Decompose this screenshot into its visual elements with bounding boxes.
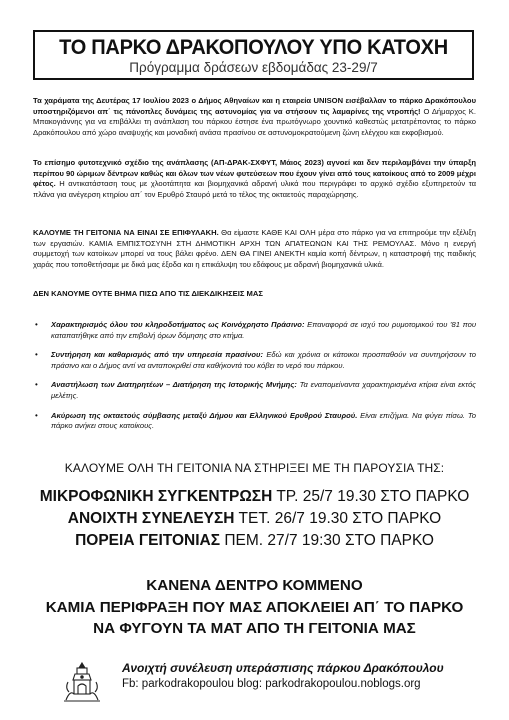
demands-heading: [33, 289, 476, 300]
assembly-name: Ανοιχτή συνέλευση υπεράσπισης πάρκου Δρακόπουλου: [122, 661, 444, 675]
paragraph-call-alert: [33, 228, 476, 270]
footer-text: [122, 660, 492, 693]
slogans: [33, 575, 476, 640]
event-name: ΑΝΟΙΧΤΗ ΣΥΝΕΛΕΥΣΗ: [67, 510, 235, 527]
demand-lead: Συντήρηση και καθαρισμός από την υπηρεσία πρασίνου:: [51, 350, 264, 360]
slogan-no-tree-cut: ΚΑΝΕΝΑ ΔΕΝΤΡΟ ΚΟΜΜΕΝΟ: [146, 577, 363, 594]
demand-lead: Αναστήλωση των Διατηρητέων – Διατήρηση της Ιστορικής Μνήμης:: [51, 380, 297, 390]
tower-emblem-icon: [60, 660, 104, 704]
paragraph-plan-lead: Το επίσημο φυτοτεχνικό σχέδιο της ανάπλασης (ΑΠ-ΔΡΑΚ-ΣΧΦΥΤ, Μάιος 2023) αγνοεί και δεν περιλαμβάνει την ύπαρξη περίπου 90 ώριμων δέντρων καθώς και όλων των νέων φυτεύσεων που έχουν γίνει από τους κατοίκους από το 2009 μέχρι φέτος.: [33, 158, 476, 189]
demand-lead: Ακύρωση της οκταετούς σύμβασης μεταξύ Δήμου και Ελληνικού Ερυθρού Σταυρού.: [51, 410, 358, 420]
bullet-icon: •: [35, 320, 38, 329]
paragraph-invasion-lead: Τα χαράματα της Δευτέρας 17 Ιουλίου 2023 ο Δήμος Αθηναίων και η εταιρεία UNISON εισέβαλλαν το πάρκο Δρακόπουλου υποστηριζόμενοι απ΄ τις πάνοπλες δυνάμεις της αστυνομίας για να στήσουν τις λαμαρίνες της ντροπής!: [33, 96, 476, 116]
event-detail: ΤΡ. 25/7 19.30 ΣΤΟ ΠΑΡΚΟ: [272, 488, 470, 505]
header-box: [33, 30, 474, 80]
paragraph-call-alert-lead: ΚΑΛΟΥΜΕ ΤΗ ΓΕΙΤΟΝΙΑ ΝΑ ΕΙΝΑΙ ΣΕ ΕΠΙΦΥΛΑΚΗ.: [33, 228, 219, 237]
footer: [60, 660, 480, 704]
paragraph-invasion-text: Ο Δήμαρχος Κ. Μπακογιάννης για να επιβάλλει τη ανάπλαση του πάρκου έστησε ένα πρωτόγνωρο χουντικό καθεστώς μετατρέποντας το πάρκο Δρακόπουλου από χώρο αναψυχής και μοναδική ανάσα πρασίνου σε αστυνομοκρατούμενη ζώνη ελέγχου και εκφοβισμού.: [33, 106, 476, 137]
demand-lead: Χαρακτηρισμός όλου του κληροδοτήματος ως Κοινόχρηστο Πράσινο:: [51, 320, 305, 329]
call-to-action: ΚΑΛΟΥΜΕ ΟΛΗ ΤΗ ΓΕΙΤΟΝΙΑ ΝΑ ΣΤΗΡΙΞΕΙ ΜΕ ΤΗ ΠΑΡΟΥΣΙΑ ΤΗΣ:: [64, 461, 445, 475]
page-subtitle: Πρόγραμμα δράσεων εβδομάδας 23-29/7: [129, 60, 378, 75]
demand-text: Τα εναπομείναντα χαρακτηρισμένα κτίρια είναι εκτός μελέτης.: [51, 380, 476, 400]
event-rally: [33, 486, 476, 508]
list-item: [33, 320, 476, 341]
event-march: [33, 530, 476, 552]
demand-text: Εδώ και χρόνια οι κάτοικοι προσπαθούν να συντηρήσουν το πράσινο και ο Δήμος αντί να ανταποκριθεί στα καθήκοντά του κόβει το νερό του πάρκου.: [51, 350, 477, 370]
contact-links: Fb: parkodrakopoulou blog: parkodrakopoulou.noblogs.org: [122, 678, 421, 690]
event-detail: ΤΕΤ. 26/7 19.30 ΣΤΟ ΠΑΡΚΟ: [234, 510, 442, 527]
demands-heading-text: ΔΕΝ ΚΑΝΟΥΜΕ ΟΥΤΕ ΒΗΜΑ ΠΙΣΩ ΑΠΟ ΤΙΣ ΔΙΕΚΔΙΚΗΣΕΙΣ ΜΑΣ: [33, 289, 263, 298]
page-title: ΤΟ ΠΑΡΚΟ ΔΡΑΚΟΠΟΥΛΟΥ ΥΠΟ ΚΑΤΟΧΗ: [59, 35, 448, 59]
event-assembly: [33, 508, 476, 530]
paragraph-plan: [33, 158, 476, 200]
demand-text: Επαναφορά σε ισχύ του ρυμοτομικού του '81 που καταπατήθηκε από την επιβολή όρων δόμησης στο κτήμα.: [51, 320, 477, 340]
demands-list: [33, 320, 476, 441]
list-item: [33, 380, 476, 401]
bullet-icon: •: [35, 410, 38, 420]
bullet-icon: •: [35, 350, 38, 360]
bullet-icon: •: [35, 380, 38, 390]
event-detail: ΠΕΜ. 27/7 19:30 ΣΤΟ ΠΑΡΚΟ: [220, 532, 434, 549]
list-item: [33, 411, 476, 432]
paragraph-plan-text: Η αντικατάσταση τους με χλοοτάπητα και βιομηχανικά αδρανή υλικά που περιγράφει το αρχικό σχέδιο εξυπηρετούν τα πλάνα για ανέγερση κτηρίου απ΄ τον Ερυθρό Σταυρό μετά το τέλος της οκταετούς παραχώρησης.: [33, 179, 476, 199]
events-list: [33, 486, 476, 552]
paragraph-invasion: [33, 96, 476, 138]
slogan-riot-police-out: ΝΑ ΦΥΓΟΥΝ ΤΑ ΜΑΤ ΑΠΟ ΤΗ ΓΕΙΤΟΝΙΑ ΜΑΣ: [93, 620, 416, 637]
demand-text: Είναι επιζήμια. Να φύγει πίσω. Το πάρκο ανήκει στους κατοίκους.: [51, 410, 476, 431]
event-name: ΠΟΡΕΙΑ ΓΕΙΤΟΝΙΑΣ: [75, 532, 221, 549]
slogan-no-fence: ΚΑΜΙΑ ΠΕΡΙΦΡΑΞΗ ΠΟΥ ΜΑΣ ΑΠΟΚΛΕΙΕΙ ΑΠ΄ ΤΟ ΠΑΡΚΟ: [45, 598, 464, 616]
event-name: ΜΙΚΡΟΦΩΝΙΚΗ ΣΥΓΚΕΝΤΡΩΣΗ: [39, 488, 273, 505]
list-item: [33, 350, 476, 371]
paragraph-call-alert-text: Θα είμαστε ΚΑΘΕ ΚΑΙ ΟΛΗ μέρα στο πάρκο για να επιτηρούμε την εξέλιξη των εργασιών. ΚΑΜΙΑ ΕΜΠΙΣΤΟΣΥΝΗ ΣΤΗ ΔΗΜΟΤΙΚΗ ΑΡΧΗ ΤΩΝ ΑΠΑΤΕΩΝΩΝ ΚΑΙ ΤΗΣ ΡΕΜΟΥΛΑΣ. Μόνο η ενεργή συμμετοχή των κατοίκων μπορεί να τους βάλει φρένο. ΔΕΝ ΘΑ ΓΙΝΕΙ ΑΝΕΚΤΗ καμία κοπή δέντρων, η καταστροφή της παιδικής χαράς που τοποθετήσαμε με δικά μας έξοδα και η επικάλυψη του εδάφους με αδρανή βιομηχανικά υλικά.: [33, 228, 476, 269]
